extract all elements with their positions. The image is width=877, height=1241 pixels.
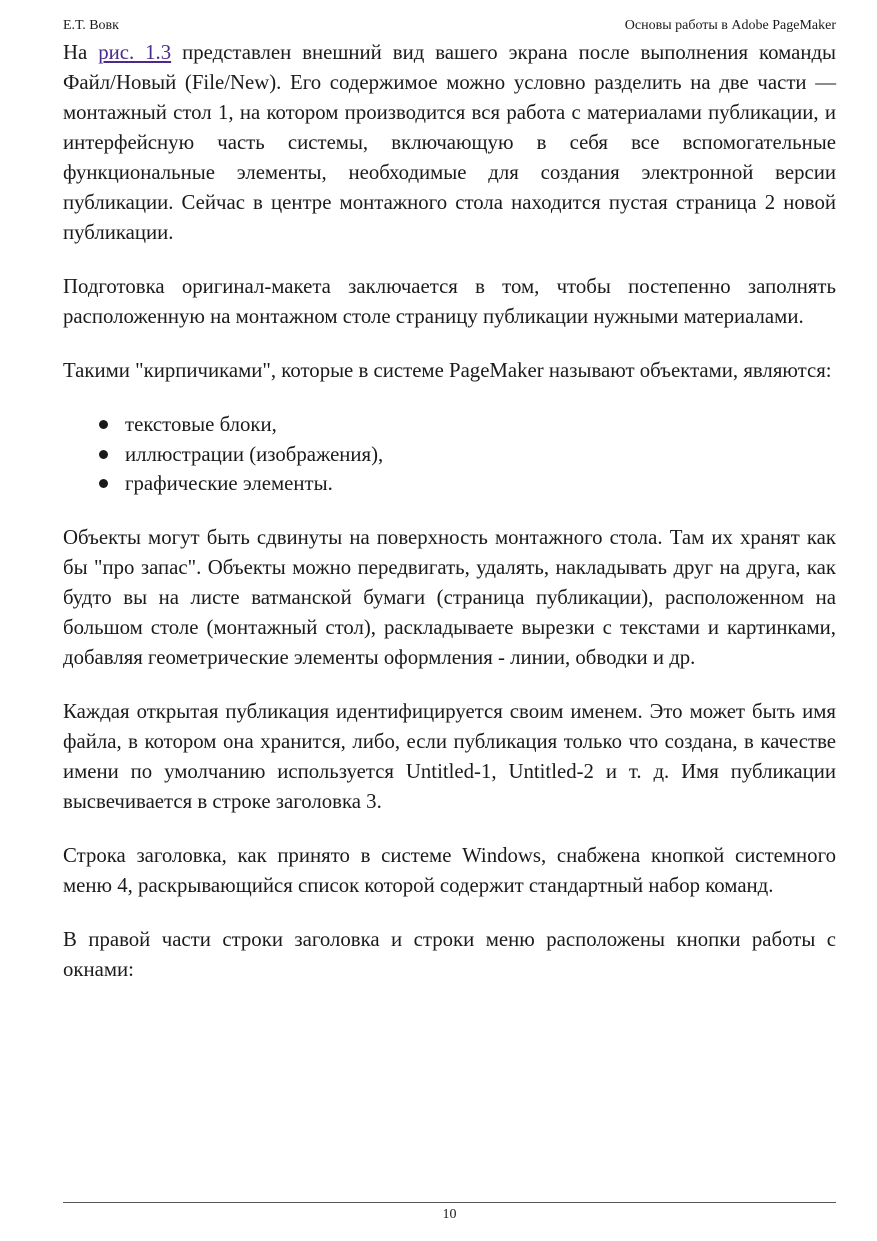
document-page <box>63 0 836 1241</box>
body-text <box>63 38 836 1009</box>
header-book-title: Основы работы в Adobe PageMaker <box>624 18 836 33</box>
object-list <box>63 410 836 499</box>
list-item: иллюстрации (изображения), <box>125 440 836 470</box>
paragraph-5: Каждая открытая публикация идентифицируется своим именем. Это может быть имя файла, в котором она хранится, либо, если публикация только что создана, в качестве имени по умолчанию используется Untitled-1, Untitled-2 и т. д. Имя публикации высвечивается в строке заголовка 3. <box>63 699 836 813</box>
paragraph-3: Такими "кирпичиками", которые в системе PageMaker называют объектами, являются: <box>63 359 832 382</box>
paragraph-1-rest: представлен внешний вид вашего экрана после выполнения команды Файл/Новый (File/New). Его содержимое можно условно разделить на две части — монтажный стол 1, на котором производится вся работа с материалами публикации, и интерфейсную часть системы, включающую в себя все вспомогательные функциональные элементы, необходимые для создания электронной версии публикации. Сейчас в центре монтажного стола находится пустая страница 2 новой публикации. <box>63 41 837 244</box>
paragraph-7: В правой части строки заголовка и строки меню расположены кнопки работы с окнами: <box>63 927 836 981</box>
footer-divider <box>63 1202 836 1203</box>
paragraph-1-lead: На <box>63 41 99 64</box>
figure-link[interactable]: рис. 1.3 <box>98 41 172 64</box>
paragraph-4: Объекты могут быть сдвинуты на поверхность монтажного стола. Там их хранят как бы "про запас". Объекты можно передвигать, удалять, накладывать друг на друга, как будто вы на листе ватманской бумаги (страница публикации), расположенном на большом столе (монтажный стол), раскладываете вырезки с текстами и картинками, добавляя геометрические элементы оформления - линии, обводки и др. <box>63 525 836 669</box>
header-author: Е.Т. Вовк <box>63 18 119 33</box>
running-header <box>63 16 836 36</box>
page-number: 10 <box>442 1207 457 1222</box>
paragraph-6: Строка заголовка, как принято в системе Windows, снабжена кнопкой системного меню 4, раскрывающийся список которой содержит стандартный набор команд. <box>63 843 836 897</box>
list-item: текстовые блоки, <box>125 410 836 440</box>
paragraph-2: Подготовка оригинал-макета заключается в том, чтобы постепенно заполнять расположенную на монтажном столе страницу публикации нужными материалами. <box>63 275 836 328</box>
paragraph-1 <box>63 38 836 248</box>
list-item: графические элементы. <box>125 469 836 499</box>
